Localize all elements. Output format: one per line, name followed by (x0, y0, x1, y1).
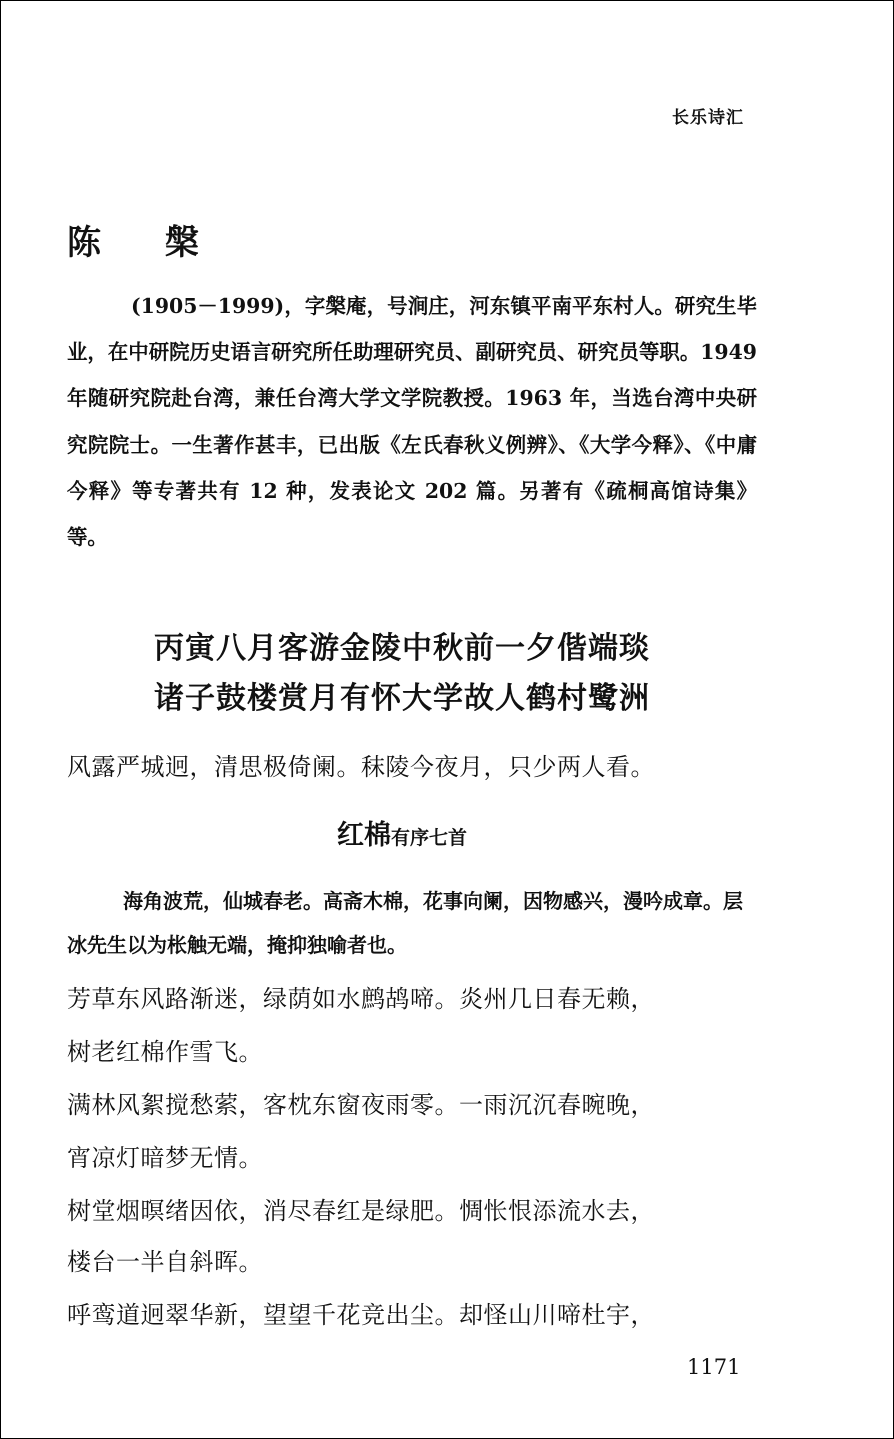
biography-paragraph: (1905－1999)，字槃庵，号涧庄，河东镇平南平东村人。研究生毕业，在中研院历史语言研究所任助理研究员、副研究员、研究员等职。1949 年随研究院赴台湾，兼任台湾大学文学院教授。1963 年，当选台湾中央研究院院士。一生著作甚丰，已出版《左氏春秋义例辨》、《大学今释》、《中庸今释》等专著共有 12 种，发表论文 202 篇。另著有《疏桐高馆诗集》等。 (67, 294, 757, 550)
poem1-title-line2: 诸子鼓楼赏月有怀大学故人鹤村鹭洲 (154, 681, 650, 716)
poem2-title (67, 813, 737, 852)
author-biography (67, 283, 757, 560)
verse-3-line-2: 楼台一半自斜晖。 (67, 1248, 263, 1276)
verse-2-line-2: 宵凉灯暗梦无情。 (67, 1144, 263, 1172)
poem2-preface (67, 879, 757, 967)
verse-1-line-2: 树老红棉作雪飞。 (67, 1038, 263, 1066)
preface-paragraph: 海角波荒，仙城春老。高斋木棉，花事向阑，因物感兴，漫吟成章。层冰先生以为枨触无端，掩抑独喻者也。 (67, 889, 743, 957)
verse-4-line-1: 呼鸾道迥翠华新，望望千花竞出尘。却怪山川啼杜宇， (67, 1301, 655, 1329)
page-number: 1171 (687, 1355, 741, 1379)
poem1-verse: 风露严城迥，清思极倚阑。秣陵今夜月，只少两人看。 (67, 753, 655, 781)
author-name: 陈 槃 (67, 223, 225, 263)
verse-1-line-1: 芳草东风路渐迷，绿荫如水鹧鸪啼。炎州几日春无赖， (67, 985, 655, 1013)
poem1-title-line1: 丙寅八月客游金陵中秋前一夕偕端琰 (154, 631, 650, 666)
verse-3-line-1: 树堂烟暝绪因依，消尽春红是绿肥。惆怅恨添流水去， (67, 1197, 655, 1225)
verse-2-line-1: 满林风絮搅愁萦，客枕东窗夜雨零。一雨沉沉春晼晚， (67, 1091, 655, 1119)
running-header: 长乐诗汇 (672, 108, 744, 128)
poem2-title-sub: 有序七首 (390, 827, 467, 849)
poem2-title-main: 红棉 (336, 820, 391, 851)
